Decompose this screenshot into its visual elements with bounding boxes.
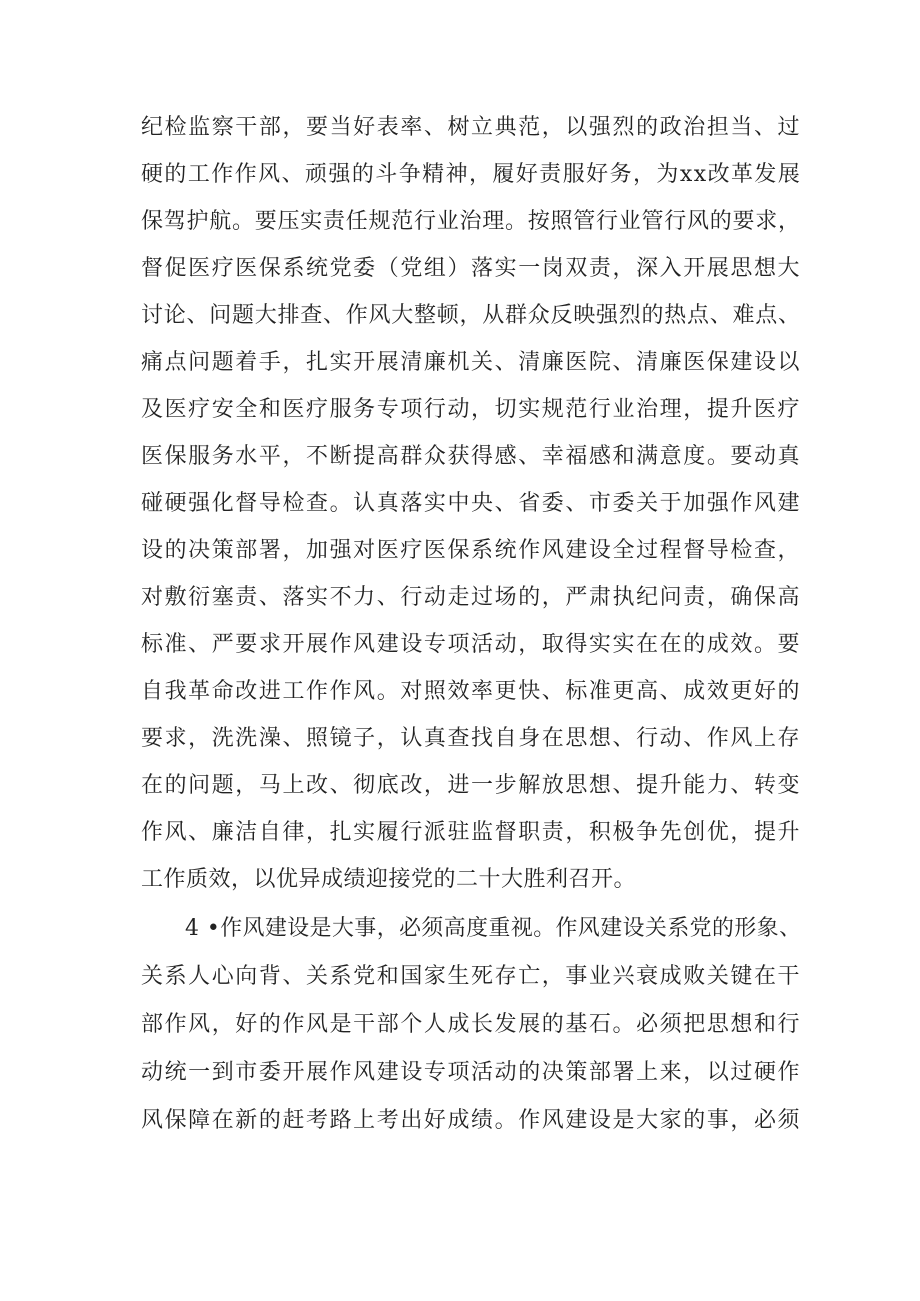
text-line: 部作风，好的作风是干部个人成长发展的基石。必须把思想和行 [141, 1012, 802, 1037]
text-line: 设的决策部署，加强对医疗医保系统作风建设全过程督导检查， [141, 538, 802, 563]
text-line: 标准、严要求开展作风建设专项活动，取得实实在在的成效。要 [141, 632, 802, 657]
text-line: 要求，洗洗澡、照镜子，认真查找自身在思想、行动、作风上存 [141, 726, 802, 751]
text-line: 对敷衍塞责、落实不力、行动走过场的，严肃执纪问责，确保高 [141, 585, 802, 610]
text-line: 4 •作风建设是大事，必须高度重视。作风建设关系党的形象、 [185, 916, 802, 941]
text-line: 保驾护航。要压实责任规范行业治理。按照管行业管行风的要求， [141, 209, 801, 234]
text-line: 讨论、问题大排查、作风大整顿，从群众反映强烈的热点、难点、 [141, 303, 801, 328]
text-line: 关系人心向背、关系党和国家生死存亡，事业兴衰成败关键在干 [141, 964, 802, 989]
text-line: 风保障在新的赶考路上考出好成绩。作风建设是大家的事，必须 [141, 1108, 802, 1133]
text-line: 及医疗安全和医疗服务专项行动，切实规范行业治理，提升医疗 [141, 397, 802, 422]
text-line: 督促医疗医保系统党委（党组）落实一岗双责，深入开展思想大 [141, 256, 802, 281]
text-line: 动统一到市委开展作风建设专项活动的决策部署上来，以过硬作 [141, 1060, 802, 1085]
text-line: 工作质效，以优异成绩迎接党的二十大胜利召开。 [141, 867, 637, 892]
text-line: 在的问题，马上改、彻底改，进一步解放思想、提升能力、转变 [141, 773, 802, 798]
text-line: 硬的工作作风、顽强的斗争精神，履好责服好务，为xx改革发展 [141, 162, 802, 187]
text-line: 痛点问题着手，扎实开展清廉机关、清廉医院、清廉医保建设以 [141, 350, 802, 375]
text-line: 碰硬强化督导检查。认真落实中央、省委、市委关于加强作风建 [141, 491, 802, 516]
text-line: 医保服务水平，不断提高群众获得感、幸福感和满意度。要动真 [141, 444, 802, 469]
text-line: 自我革命改进工作作风。对照效率更快、标准更高、成效更好的 [141, 679, 802, 704]
text-line: 作风、廉洁自律，扎实履行派驻监督职责，积极争先创优，提升 [141, 820, 802, 845]
text-line: 纪检监察干部，要当好表率、树立典范，以强烈的政治担当、过 [141, 115, 802, 140]
